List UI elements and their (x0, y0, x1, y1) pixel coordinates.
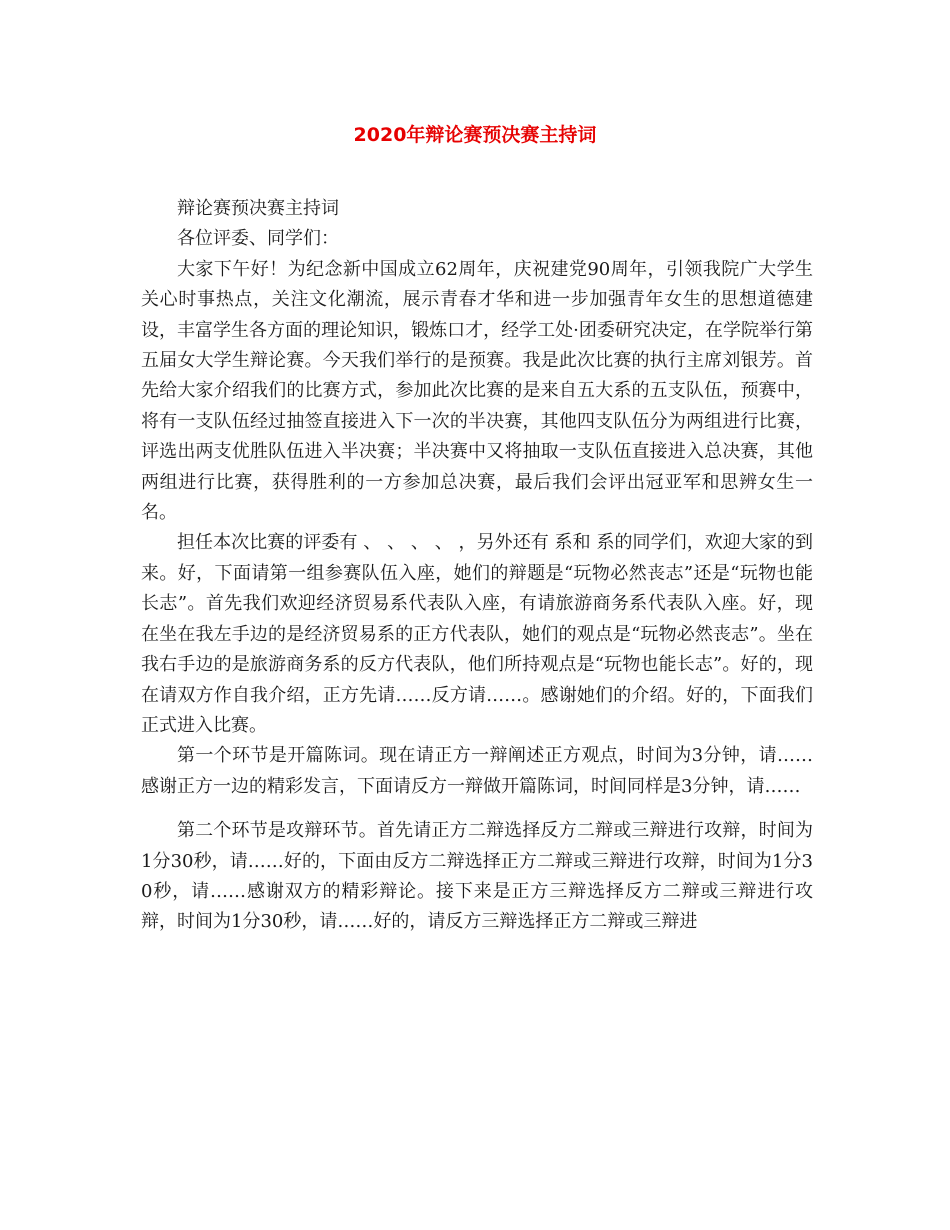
document-title: 2020年辩论赛预决赛主持词 (353, 124, 597, 146)
opening-statement-paragraph: 第一个环节是开篇陈词。现在请正方一辩阐述正方观点，时间为3分钟，请……感谢正方一边的精彩发言，下面请反方一辩做开篇陈词，时间同样是3分钟，请…… (141, 745, 813, 797)
intro-paragraph: 大家下午好！为纪念新中国成立62周年，庆祝建党90周年，引领我院广大学生关心时事热点，关注文化潮流，展示青春才华和进一步加强青年女生的思想道德建设，丰富学生各方面的理论知识，锻炼口才，经学工处·团委研究决定，在学院举行第五届女大学生辩论赛。今天我们举行的是预赛。我是此次比赛的执行主席刘银芳。首先给大家介绍我们的比赛方式，参加此次比赛的是来自五大系的五支队伍，预赛中，将有一支队伍经过抽签直接进入下一次的半决赛，其他四支队伍分为两组进行比赛，评选出两支优胜队伍进入半决赛；半决赛中又将抽取一支队伍直接进入总决赛，其他两组进行比赛，获得胜利的一方参加总决赛，最后我们会评出冠亚军和思辨女生一名。 (141, 258, 813, 524)
salutation-paragraph: 各位评委、同学们： (177, 228, 339, 250)
subtitle-paragraph: 辩论赛预决赛主持词 (177, 198, 339, 219)
cross-examination-paragraph: 第二个环节是攻辩环节。首先请正方二辩选择反方二辩或三辩进行攻辩，时间为1分30秒，请……好的，下面由反方二辩选择正方二辩或三辩进行攻辩，时间为1分30秒，请……感谢双方的精彩辩论。接下来是正方三辩选择反方二辩或三辩进行攻辩，时间为1分30秒，请……好的，请反方三辩选择正方二辩或三辩进 (141, 820, 813, 933)
document-body (141, 194, 813, 938)
judges-paragraph: 担任本次比赛的评委有 、 、 、 、 ，另外还有 系和 系的同学们，欢迎大家的到来。好，下面请第一组参赛队伍入座，她们的辩题是“玩物必然丧志”还是“玩物也能长志”。首先我们欢迎经济贸易系代表队入座，有请旅游商务系代表队入座。好，现在坐在我左手边的是经济贸易系的正方代表队，她们的观点是“玩物必然丧志”。坐在我右手边的是旅游商务系的反方代表队，他们所持观点是“玩物也能长志”。好的，现在请双方作自我介绍，正方先请……反方请……。感谢她们的介绍。好的，下面我们正式进入比赛。 (141, 532, 813, 736)
